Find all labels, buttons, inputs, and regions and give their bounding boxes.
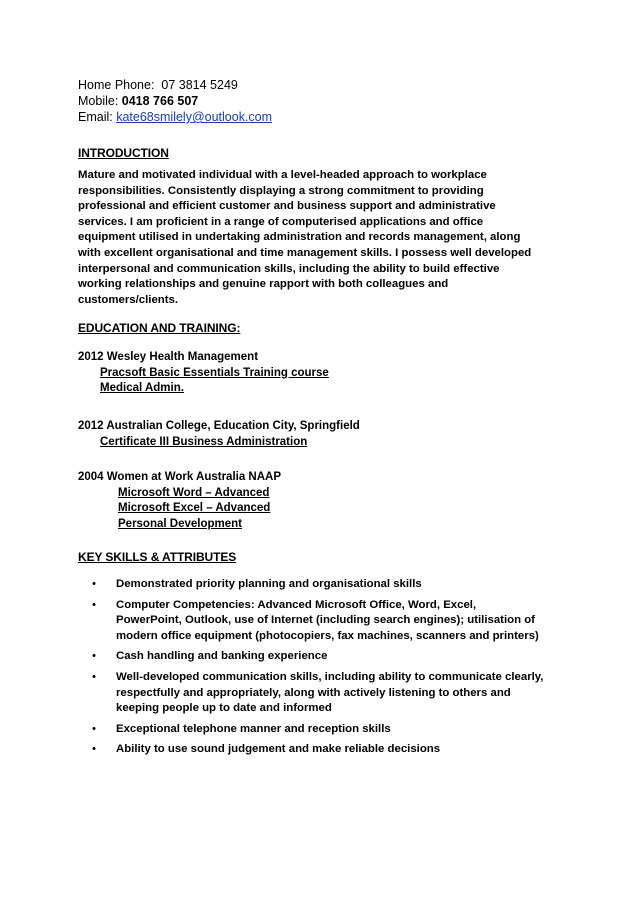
skill-line: PowerPoint, Outlook, use of Internet (including search engines); utilisation of: [116, 614, 535, 627]
skill-line: Well-developed communication skills, including ability to communicate clearly,: [116, 670, 544, 683]
skill-line: Demonstrated priority planning and organisational skills: [116, 578, 422, 590]
skill-item: [92, 649, 572, 665]
introduction-heading: INTRODUCTION: [78, 146, 169, 160]
introduction-line: equipment utilised in undertaking administration and records management, along: [78, 231, 521, 244]
introduction-line: with excellent organisational and time management skills. I possess well developed: [78, 246, 532, 259]
introduction-line: working relationships and genuine rapport with both colleagues and: [78, 278, 449, 291]
education-entry-title: 2012 Wesley Health Management: [78, 351, 259, 363]
education-course: Microsoft Word – Advanced: [118, 486, 270, 499]
education-course: Personal Development: [118, 517, 242, 530]
education-course: Certificate III Business Administration: [100, 435, 308, 448]
skill-line: modern office equipment (photocopiers, fax machines, scanners and printers): [116, 629, 539, 642]
skill-item: [92, 577, 572, 593]
skill-line: keeping people up to date and informed: [116, 702, 332, 715]
skill-item: [92, 722, 572, 738]
introduction-line: Mature and motivated individual with a level-headed approach to workplace: [78, 169, 487, 181]
mobile-line: [78, 93, 272, 109]
education-course: Microsoft Excel – Advanced: [118, 502, 271, 515]
bullet-icon: •: [92, 650, 96, 663]
bullet-icon: •: [92, 743, 96, 756]
home-phone-line: [78, 77, 272, 93]
introduction-line: responsibilities. Consistently displaying a strong commitment to providing: [78, 184, 484, 197]
introduction-line: customers/clients.: [78, 293, 179, 306]
skill-item: [92, 670, 572, 717]
home-phone-label: Home Phone:: [78, 78, 155, 92]
contact-block: [78, 77, 272, 125]
bullet-icon: •: [92, 598, 96, 611]
email-line: [78, 109, 272, 125]
skill-line: respectfully and appropriately, along with actively listening to others and: [116, 686, 511, 699]
email-label: Email:: [78, 110, 113, 124]
skill-line: Cash handling and banking experience: [116, 650, 328, 663]
introduction-line: professional and efficient customer and business support and administrative: [78, 200, 496, 213]
skill-item: [92, 598, 572, 645]
introduction-line: services. I am proficient in a range of computerised applications and office: [78, 215, 484, 228]
bullet-icon: •: [92, 670, 96, 683]
education-entry-australian-college: [78, 419, 360, 450]
education-entry-women-at-work: [78, 470, 281, 532]
skill-item: [92, 742, 572, 758]
mobile-label: Mobile:: [78, 94, 119, 108]
bullet-icon: •: [92, 722, 96, 735]
bullet-icon: •: [92, 578, 96, 590]
education-heading: EDUCATION AND TRAINING:: [78, 321, 241, 335]
education-entry-title: 2004 Women at Work Australia NAAP: [78, 471, 282, 483]
home-phone-value: 07 3814 5249: [161, 78, 238, 92]
introduction-line: interpersonal and communication skills, including the ability to build effective: [78, 262, 500, 275]
skills-list: [92, 577, 572, 763]
education-course: Medical Admin.: [100, 382, 184, 395]
education-course: Pracsoft Basic Essentials Training course: [100, 366, 329, 379]
skills-heading: KEY SKILLS & ATTRIBUTES: [78, 550, 237, 564]
education-entry-title: 2012 Australian College, Education City, Springfield: [78, 420, 360, 432]
introduction-paragraph: [78, 168, 548, 308]
mobile-value: 0418 766 507: [121, 94, 199, 108]
email-link[interactable]: kate68smilely@outlook.com: [116, 110, 273, 124]
education-entry-wesley: [78, 350, 329, 397]
skill-line: Computer Competencies: Advanced Microsoft Office, Word, Excel,: [116, 598, 477, 611]
skill-line: Ability to use sound judgement and make reliable decisions: [116, 743, 441, 756]
skill-line: Exceptional telephone manner and reception skills: [116, 722, 391, 735]
